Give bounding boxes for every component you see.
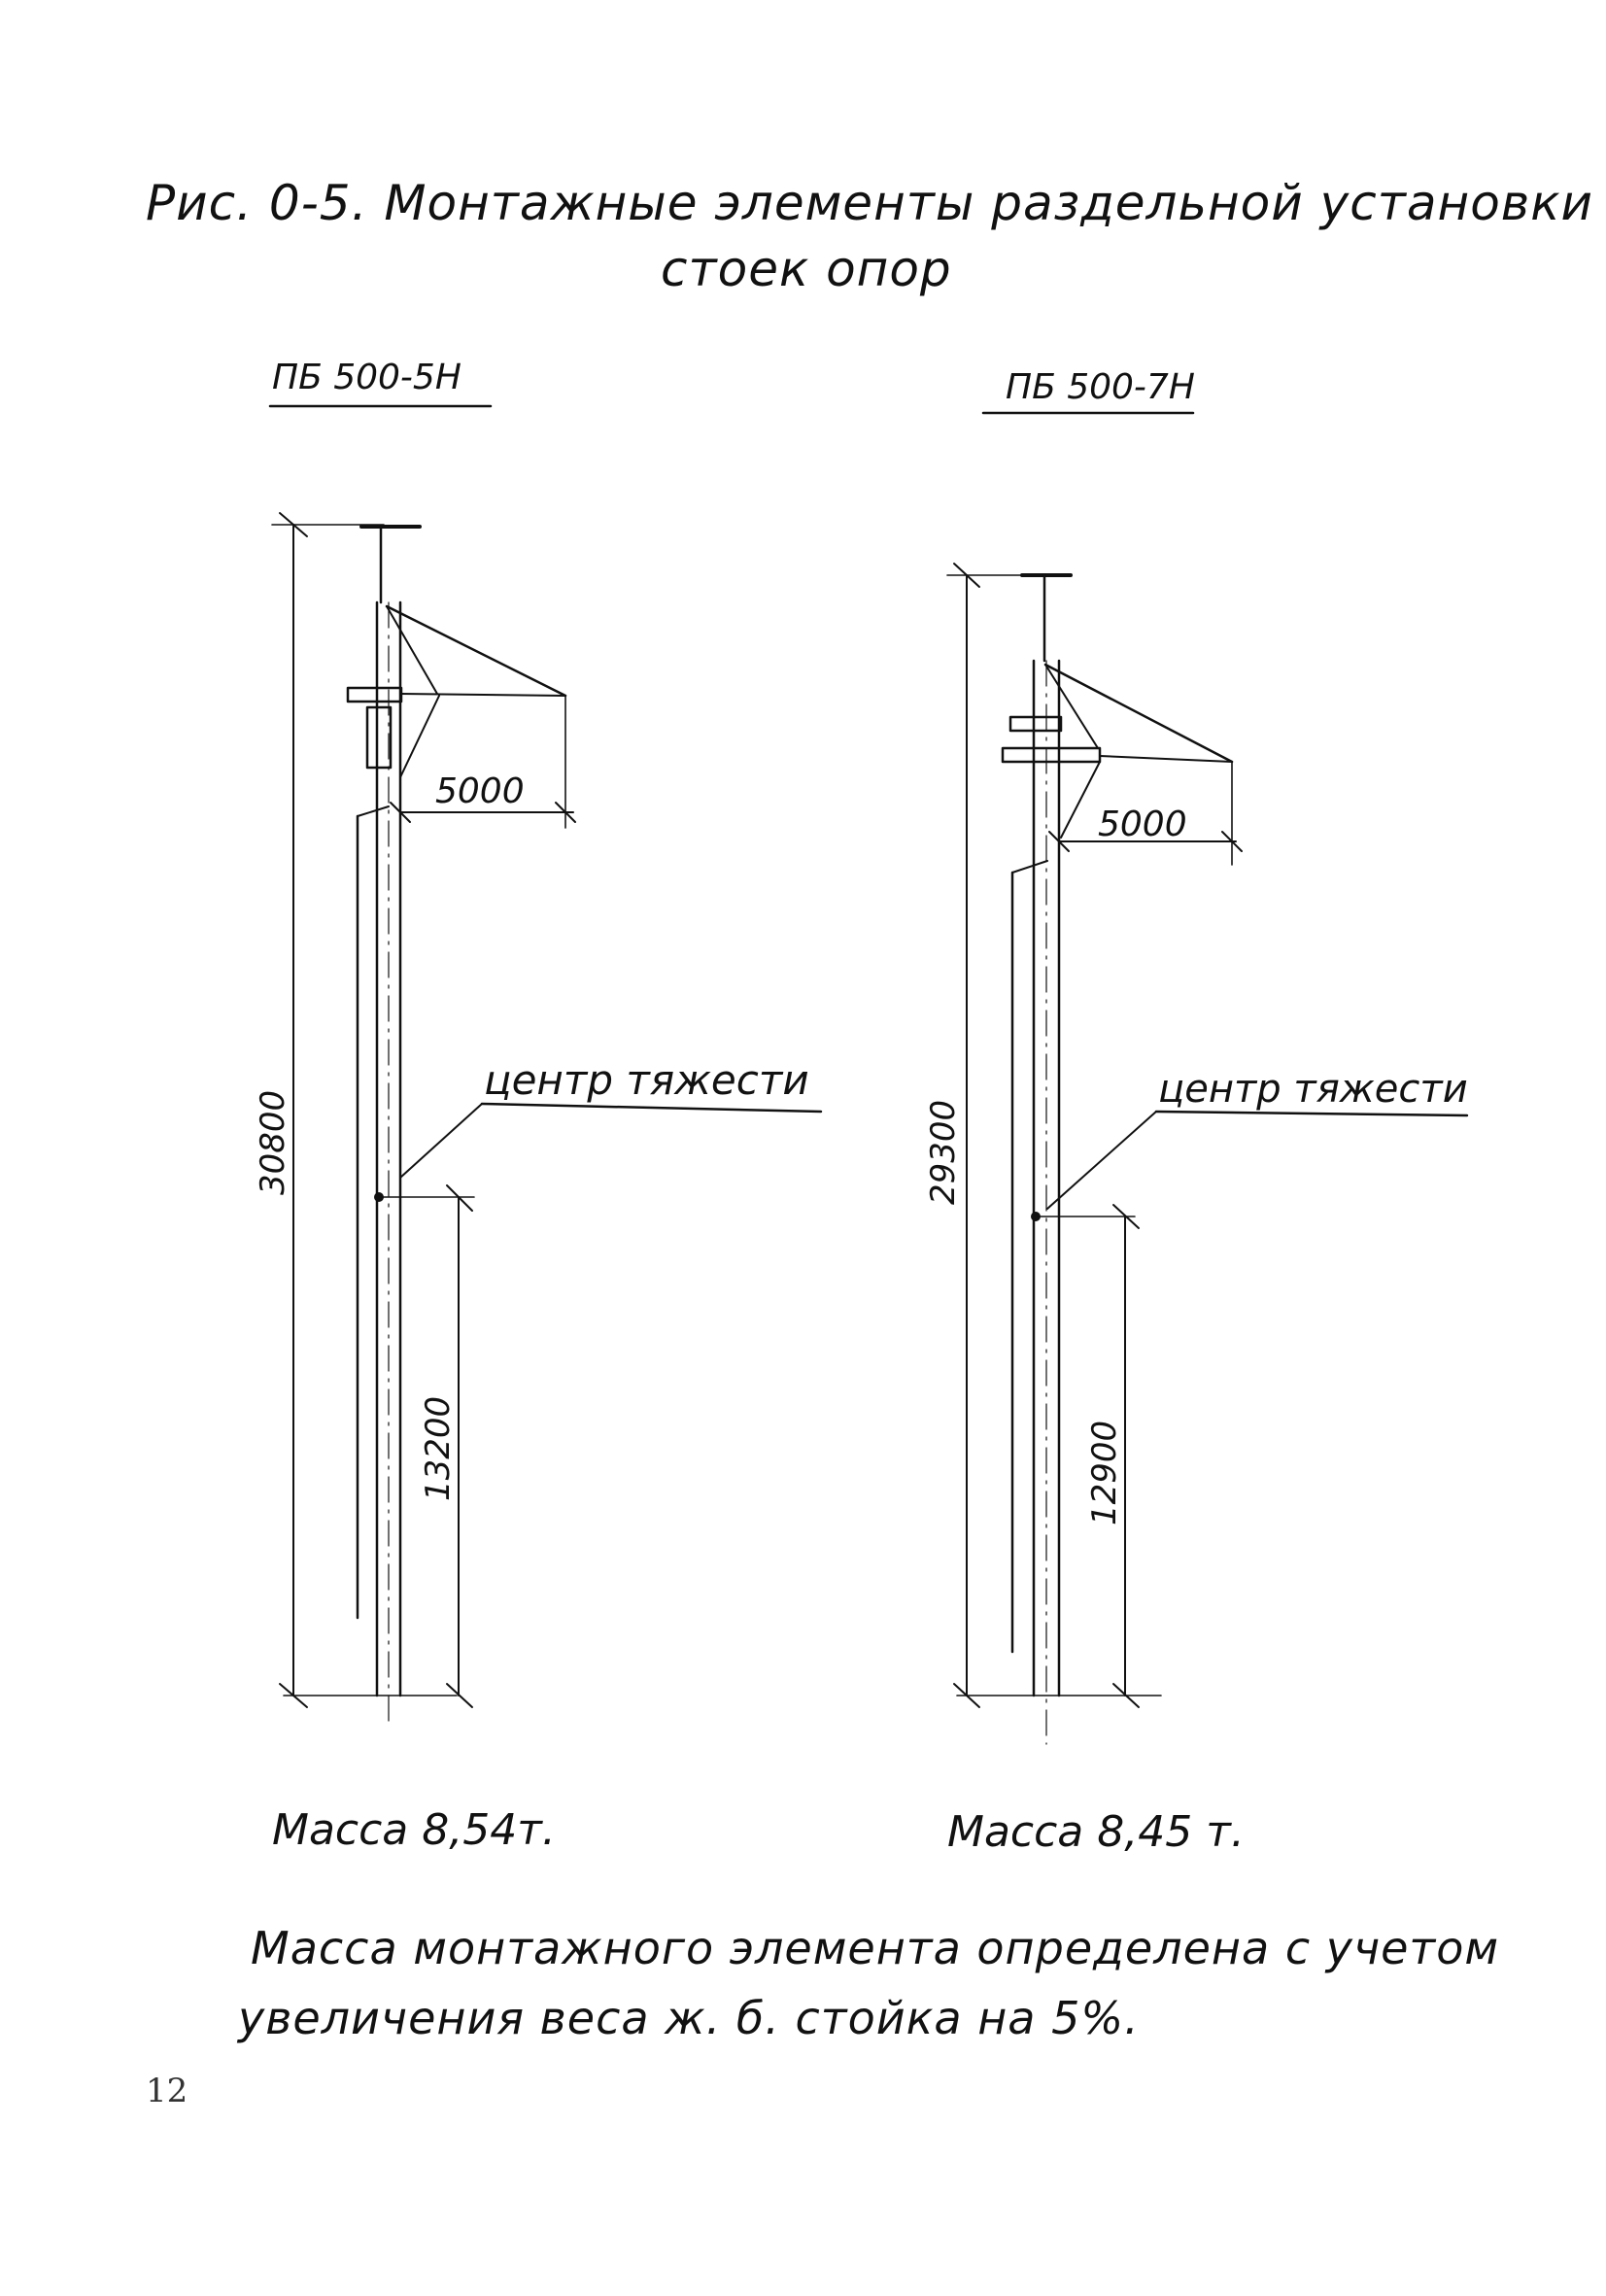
left-gravity-height-dimension: 13200 [419, 1395, 458, 1501]
mass-note-line-1: Масса монтажного элемента определена с учетом [251, 1922, 1500, 1974]
pole-label-right: ПБ 500-7Н [1006, 367, 1195, 407]
left-total-height-dimension: 30800 [254, 1089, 292, 1195]
pole-label-left: ПБ 500-5Н [272, 358, 461, 397]
right-total-height-dimension: 29300 [924, 1099, 963, 1205]
left-gravity-center-label: центр тяжести [484, 1056, 809, 1104]
pole-mass-left: Масса 8,54т. [272, 1805, 556, 1855]
right-gravity-height-dimension: 12900 [1085, 1420, 1124, 1525]
mass-note-line-2: увеличения веса ж. б. стойка на 5%. [238, 1992, 1140, 2044]
figure-title-line-2: стоек опор [661, 241, 952, 297]
right-pole [947, 564, 1467, 1744]
right-arm-dimension: 5000 [1098, 805, 1187, 844]
page-number: 12 [146, 2072, 188, 2110]
pole-mass-right: Масса 8,45 т. [947, 1807, 1245, 1857]
right-gravity-center-label: центр тяжести [1158, 1067, 1468, 1112]
figure-title-line-1: Рис. 0-5. Монтажные элементы раздельной установки [146, 175, 1593, 231]
left-pole [272, 513, 821, 1725]
left-arm-dimension: 5000 [435, 771, 525, 811]
